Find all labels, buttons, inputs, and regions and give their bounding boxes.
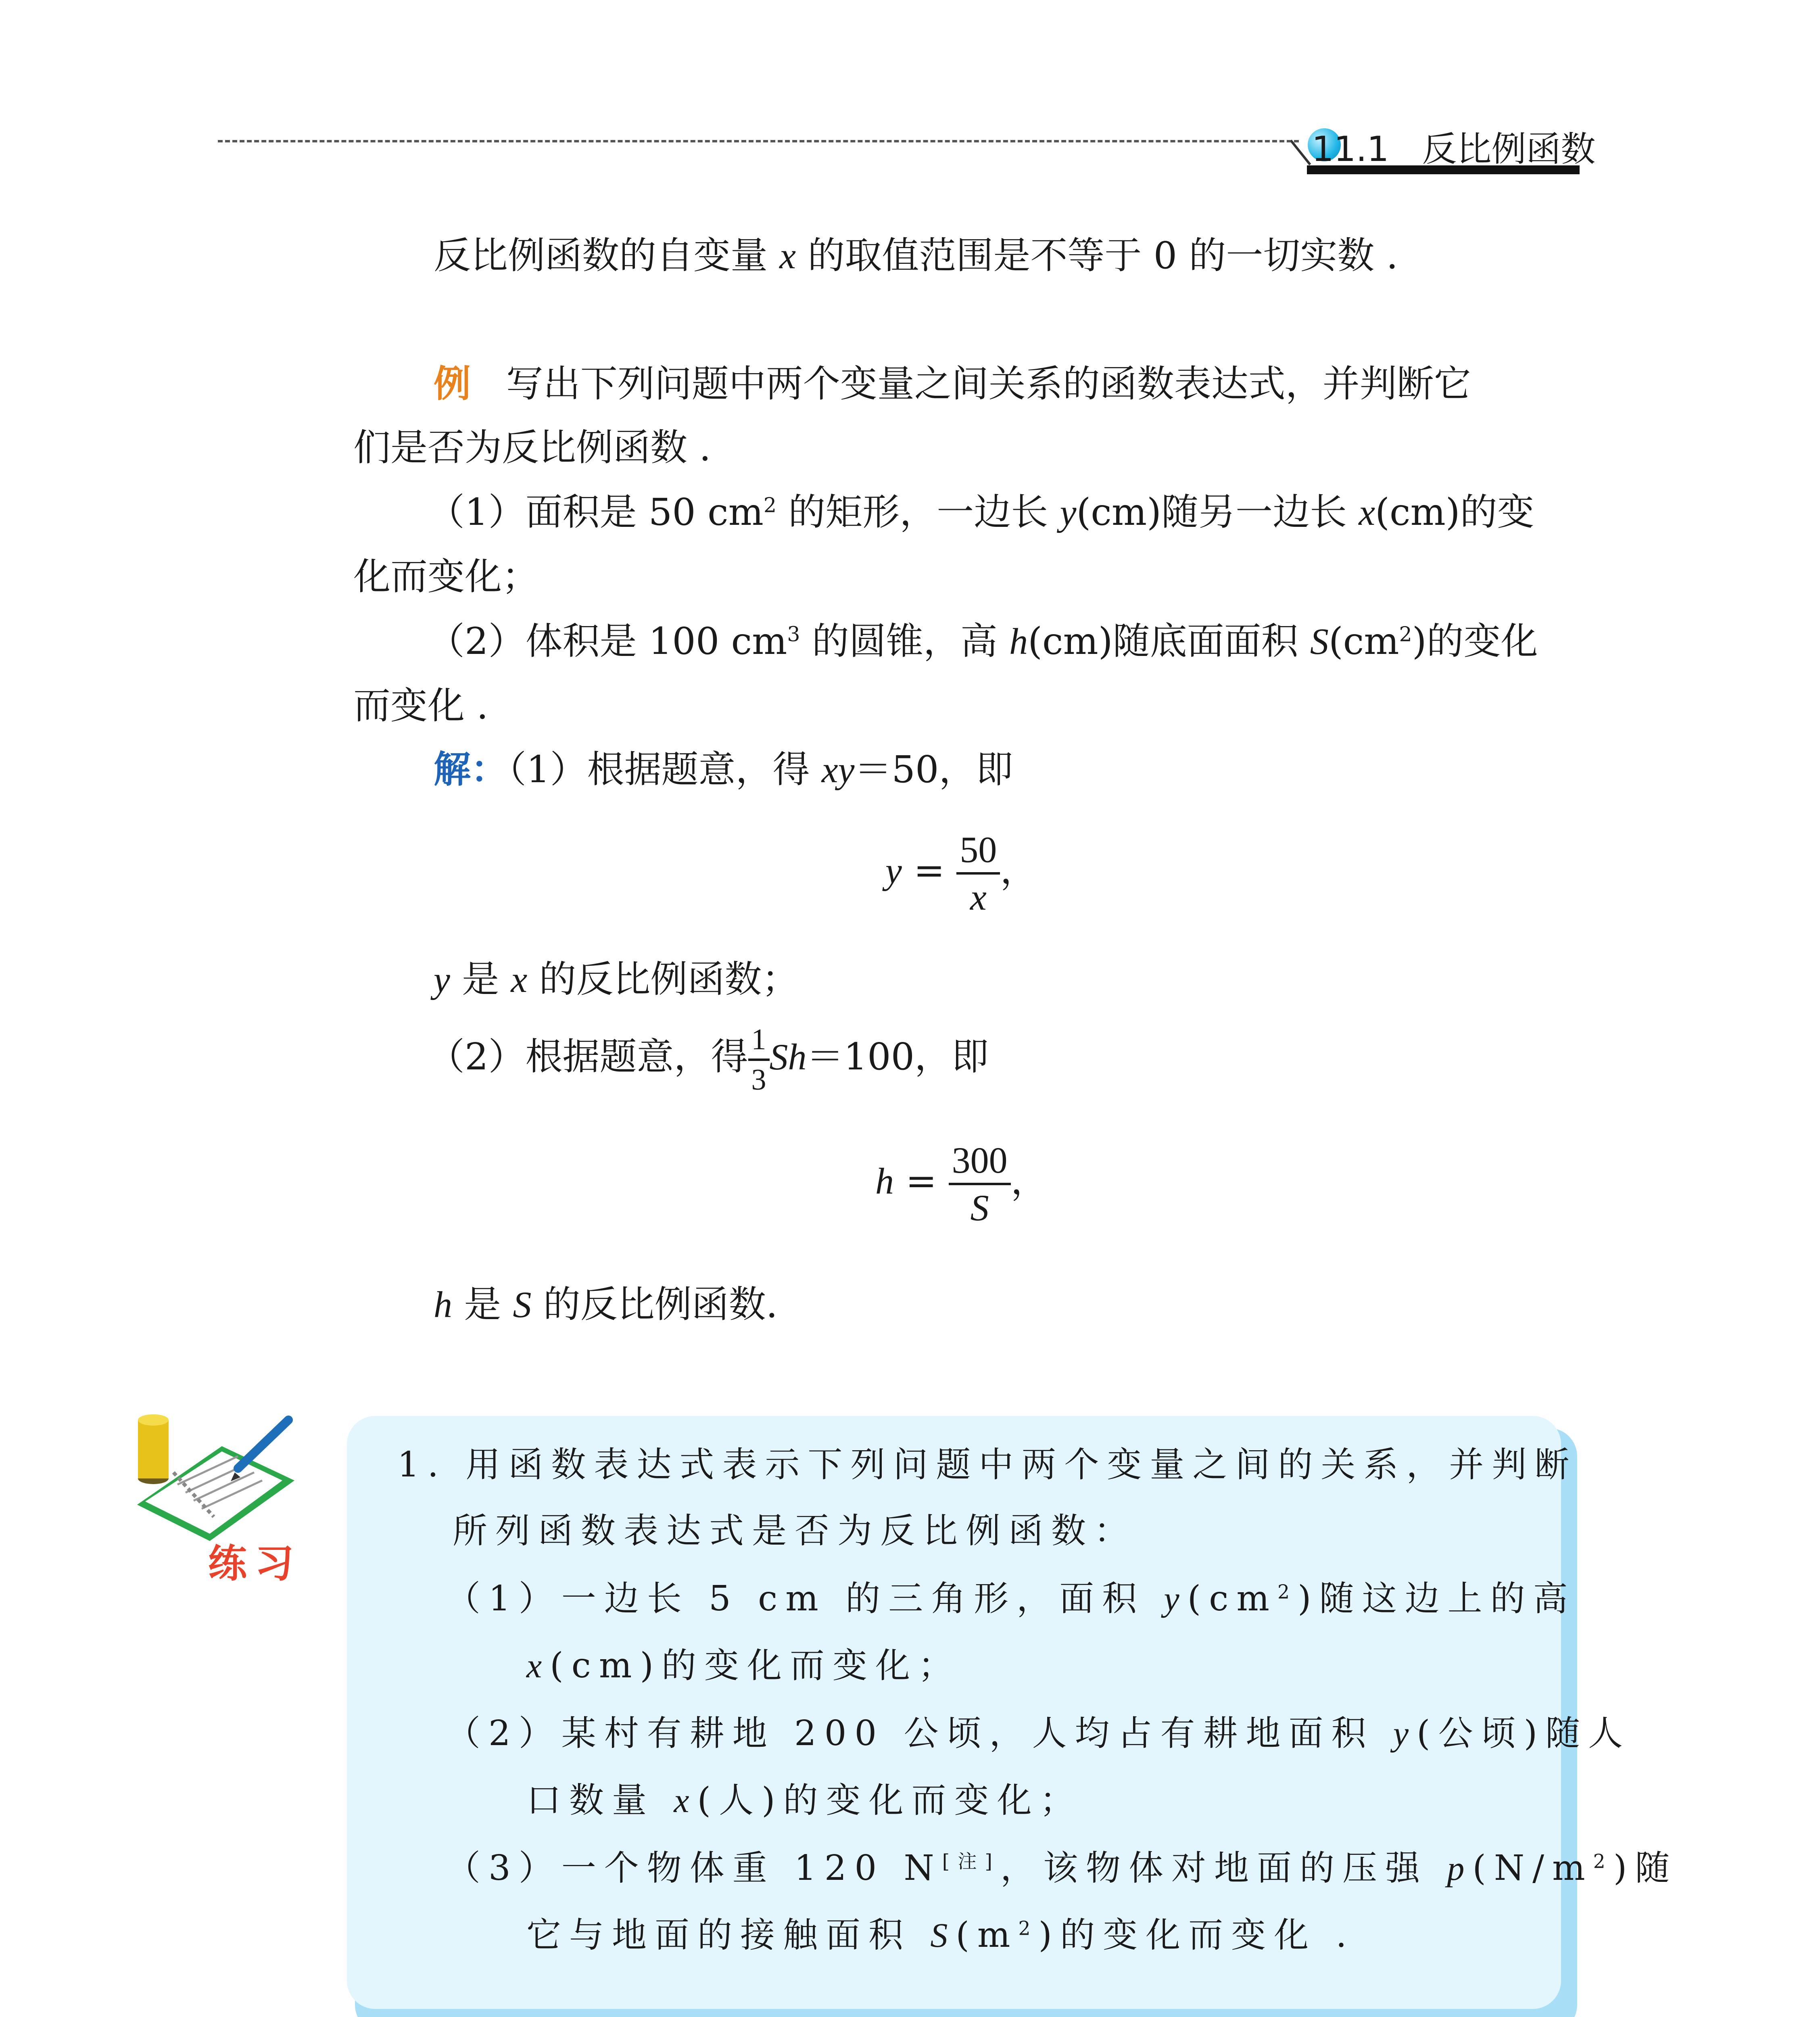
conclusion-part1: y 是 x 的反比例函数； [434,958,799,1001]
exercise-part1-line2: x(cm)的变化而变化； [526,1645,961,1686]
section-title: 反比例函数 [1422,129,1596,169]
solution-part1: 解：（1）根据题意，得 xy＝50，即 [434,748,1013,791]
domain-statement: 反比例函数的自变量 x 的取值范围是不等于 0 的一切实数 . [434,234,1398,277]
exercise-part3-line2: 它与地面的接触面积 $S(m^2)$的变化而变化 . [526,1915,1355,1955]
conclusion-part2: h 是 S 的反比例函数. [434,1283,778,1326]
example-question-line2: 们是否为反比例函数 . [353,426,711,469]
exercise-part2-line2: 口数量 x(人)的变化而变化； [526,1780,1083,1821]
solution-label: 解： [434,748,508,791]
exercise-question-line2: 所列函数表达式是否为反比例函数： [453,1511,1137,1551]
example-question-line1: 例 写出下列问题中两个变量之间关系的函数表达式，并判断它 [434,362,1471,405]
equation-y-equals-50-over-x: y = $\frac{50}{x}$ ， [885,829,1037,918]
solution-part2: （2）根据题意，得 $\frac{1}{3}$ Sh＝100，即 [428,1023,989,1096]
example-label: 例 [434,362,471,405]
header-dashed-rule [218,140,1299,142]
equation-h-equals-300-over-S: h = $\frac{300}{S}$ ， [875,1140,1048,1228]
example-item1-line2: 化而变化； [353,555,539,598]
example-item2-line2: 而变化 . [353,684,488,727]
footnote-reference: [注] [942,1850,1000,1873]
example-item1-line1: （1）面积是 50 $cm^2$ 的矩形，一边长 y(cm)随另一边长 x(cm)的变 [428,491,1534,534]
notebook-pencil-icon [129,1408,298,1553]
example-item2-line1: （2）体积是 100 $cm^3$ 的圆锥，高 h(cm)随底面面积 $S(cm^2)$的变化 [428,620,1538,663]
exercise-part2-line1: （2）某村有耕地 200 公顷，人均占有耕地面积 y(公顷)随人 [446,1713,1631,1754]
exercise-part3-line1: （3）一个物体重 120 N[注]，该物体对地面的压强 $p(N/m^2)$随 [446,1848,1678,1888]
exercise-label: 练习 [208,1541,302,1586]
exercise-part1-line1: （1）一边长 5 cm 的三角形，面积 $y(cm^2)$随这边上的高 [446,1579,1576,1619]
exercise-question-line1: 1. 用函数表达式表示下列问题中两个变量之间的关系，并判断 [397,1445,1578,1485]
running-header: 11.1 反比例函数 [1312,129,1596,169]
